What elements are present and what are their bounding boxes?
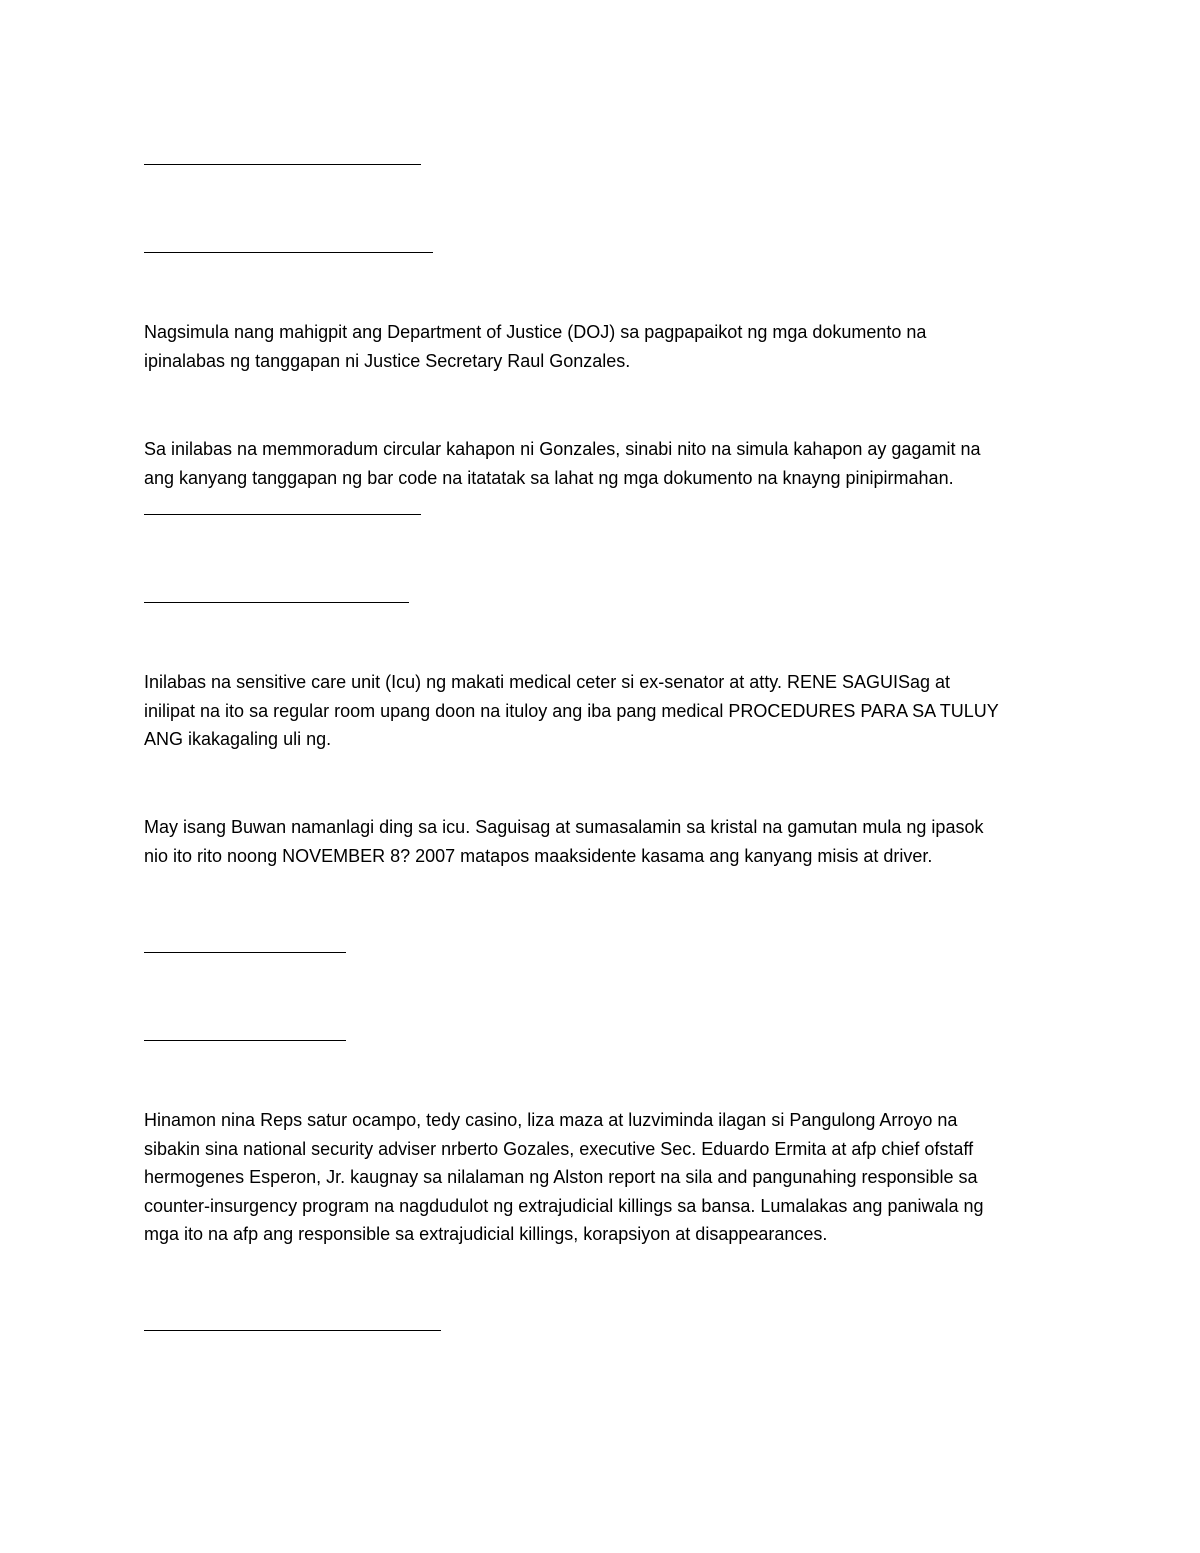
paragraph-line: nio ito rito noong NOVEMBER 8? 2007 matapos maaksidente kasama ang kanyang misis at driver. [144, 845, 933, 866]
paragraph-line: Nagsimula nang mahigpit ang Department of Justice (DOJ) sa pagpapaikot ng mga dokumento na [144, 322, 927, 342]
paragraph-line: hermogenes Esperon, Jr. kaugnay sa nilalaman ng Alston report na sila and pangunahing responsible sa [144, 1167, 978, 1187]
blank-line-5 [144, 952, 346, 953]
paragraph-saguisag-month [144, 813, 1056, 870]
paragraph-alston-report [144, 1106, 1056, 1249]
blank-line-4 [144, 602, 409, 603]
paragraph-line: Hinamon nina Reps satur ocampo, tedy casino, liza maza at luzviminda ilagan si Pangulong Arroyo na [144, 1110, 958, 1130]
paragraph-line: Sa inilabas na memmoradum circular kahapon ni Gonzales, sinabi nito na simula kahapon ay gagamit na [144, 439, 981, 459]
paragraph-line: counter-insurgency program na nagdudulot ng extrajudicial killings sa bansa. Lumalakas ang paniwala ng [144, 1195, 984, 1216]
blank-line-3 [144, 514, 421, 515]
paragraph-saguisag-icu [144, 668, 1056, 754]
blank-line-1 [144, 164, 421, 165]
paragraph-line: ipinalabas ng tanggapan ni Justice Secretary Raul Gonzales. [144, 350, 631, 371]
blank-line-7 [144, 1330, 441, 1331]
paragraph-line: sibakin sina national security adviser nrberto Gozales, executive Sec. Eduardo Ermita at afp chief ofstaff [144, 1138, 974, 1159]
paragraph-line: ANG ikakagaling uli ng. [144, 729, 332, 749]
paragraph-line: May isang Buwan namanlagi ding sa icu. Saguisag at sumasalamin sa kristal na gamutan mula ng ipasok [144, 817, 984, 837]
paragraph-line: mga ito na afp ang responsible sa extrajudicial killings, korapsiyon at disappearances. [144, 1224, 828, 1244]
paragraph-line: Inilabas na sensitive care unit (Icu) ng makati medical ceter si ex-senator at atty. RENE SAGUISag at [144, 672, 951, 692]
paragraph-doj [144, 318, 1056, 375]
blank-line-2 [144, 252, 433, 253]
paragraph-line: ang kanyang tanggapan ng bar code na itatatak sa lahat ng mga dokumento na knayng pinipirmahan. [144, 467, 954, 488]
blank-line-6 [144, 1040, 346, 1041]
paragraph-bar-code [144, 435, 1056, 492]
paragraph-line: inilipat na ito sa regular room upang doon na ituloy ang iba pang medical PROCEDURES PARA SA TULUY [144, 700, 999, 721]
